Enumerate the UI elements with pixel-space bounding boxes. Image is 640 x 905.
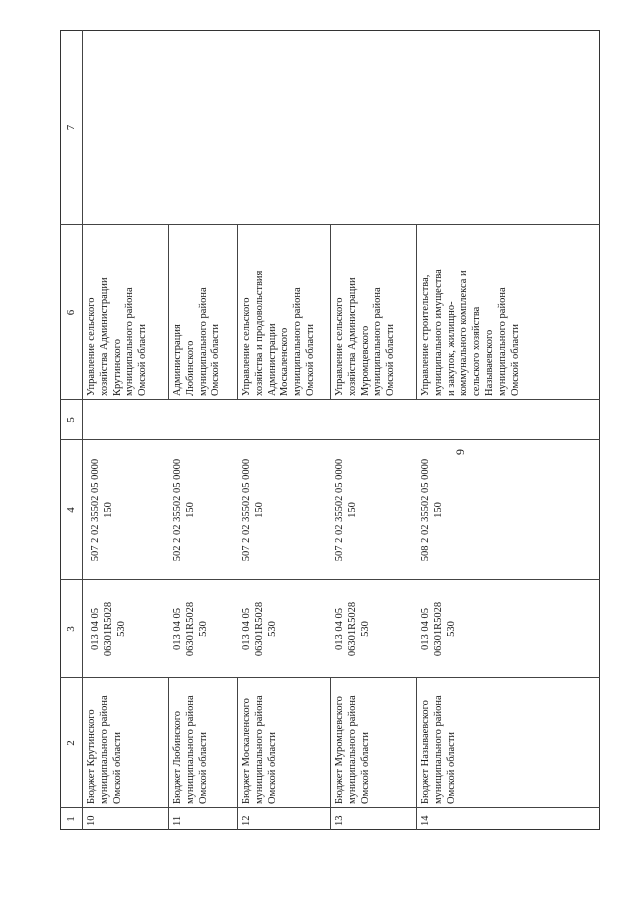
row-divider (168, 225, 169, 400)
page-number: 9 (453, 449, 467, 455)
budget-name: Бюджет Любинского муниципального района Омской области (172, 695, 209, 804)
budget-name: Бюджет Москаленского муниципального района Омской области (241, 695, 278, 804)
administrator: Управление сельского хозяйства Администрации Крутинского муниципального района Омской области (86, 277, 149, 396)
kbk-code: 507 2 02 35502 05 0000 150 (334, 458, 358, 562)
row-divider (330, 225, 331, 400)
administrator: Управление строительства, муниципального имущества и закупок, жилищно- коммунального комплекса и сельского хозяйства Называевского муниципального района Омской области (420, 269, 521, 396)
budget-code: 013 04 05 06301R5028 530 (334, 601, 371, 657)
budget-name: Бюджет Называевского муниципального района Омской области (420, 695, 457, 804)
row-number: 11 (172, 815, 183, 826)
column-header-6: 6 (65, 309, 77, 316)
column-header-5: 5 (65, 417, 77, 423)
column-header-3: 3 (65, 626, 77, 632)
budget-code: 013 04 05 06301R5028 530 (172, 601, 209, 657)
kbk-code: 507 2 02 35502 05 0000 150 (90, 458, 114, 562)
row-number: 13 (334, 815, 345, 826)
row-number: 14 (420, 815, 431, 826)
row-divider (416, 678, 417, 830)
row-number: 12 (241, 815, 252, 826)
budget-code: 013 04 05 06301R5028 530 (90, 601, 127, 657)
data-table (60, 30, 600, 830)
row-divider (237, 225, 238, 400)
column-header-1: 1 (65, 816, 77, 822)
budget-code: 013 04 05 06301R5028 530 (420, 601, 457, 657)
row-divider (330, 678, 331, 830)
column-divider (60, 439, 600, 440)
row-divider (416, 225, 417, 400)
column-divider (60, 579, 600, 580)
kbk-code: 507 2 02 35502 05 0000 150 (241, 458, 265, 562)
row-number: 10 (86, 815, 97, 826)
row-divider (168, 678, 169, 830)
budget-name: Бюджет Муромцевского муниципального района Омской области (334, 695, 371, 804)
administrator: Управление сельского хозяйства Администрации Муромцевского муниципального района Омской области (334, 277, 397, 396)
column-header-7: 7 (65, 124, 77, 131)
header-divider (82, 30, 83, 830)
column-header-4: 4 (65, 507, 77, 513)
budget-name: Бюджет Крутинского муниципального района Омской области (86, 695, 123, 804)
column-header-2: 2 (65, 740, 77, 746)
budget-code: 013 04 05 06301R5028 530 (241, 601, 278, 657)
administrator: Администрация Любинского муниципального района Омской области (172, 287, 222, 396)
kbk-code: 502 2 02 35502 05 0000 150 (172, 458, 196, 562)
kbk-code: 508 2 02 35502 05 0000 150 (420, 458, 444, 562)
row-divider (237, 678, 238, 830)
administrator: Управление сельского хозяйства и продовольствия Администрации Москаленского муниципального района Омской области (241, 270, 316, 396)
